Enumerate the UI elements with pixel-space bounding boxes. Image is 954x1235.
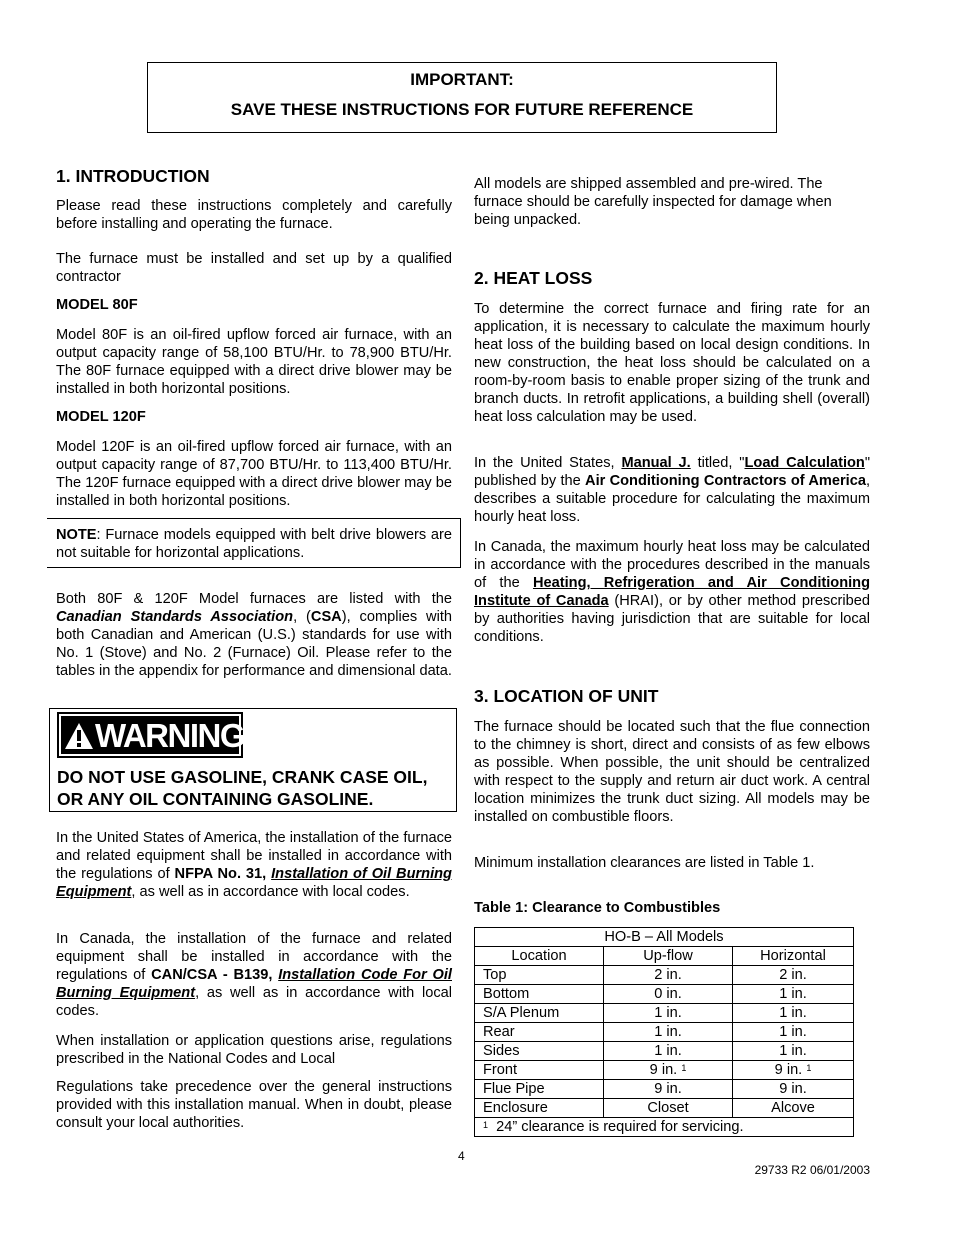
ca-text-b: , as well as in accordance with local codes. [56, 985, 452, 1019]
warning-label-text: WARNING [95, 717, 244, 754]
csa-abbreviation: CSA [310, 609, 342, 625]
cell-location: Front [475, 1061, 604, 1080]
header-location: Location [475, 947, 604, 966]
cell-horizontal: 1 in. [733, 985, 854, 1004]
cell-upflow: 2 in. [604, 966, 733, 985]
page-number: 4 [458, 1149, 465, 1163]
important-notice-box [147, 62, 777, 133]
cell-location: Flue Pipe [475, 1080, 604, 1099]
csa-text-c: ), complies with both Canadian and American (U.S.) standards for use with No. 1 (Stove) and No. 2 (Furnace) Oil. Please refer to the tables in the appendix for performance and dimensional data. [56, 609, 452, 679]
shipping-paragraph: All models are shipped assembled and pre-wired. The furnace should be carefully inspected for damage when being unpacked. [474, 176, 832, 228]
csa-text-a: Both 80F & 120F Model furnaces are listed with the [56, 591, 452, 607]
warning-box [49, 708, 457, 812]
cell-upflow-value: 9 in. [649, 1062, 678, 1078]
footnote-marker: 1 [681, 1063, 687, 1073]
note-body: : Furnace models equipped with belt drive blowers are not suitable for horizontal applications. [56, 527, 452, 561]
cell-horizontal: 9 in. [733, 1080, 854, 1099]
cell-horizontal: 1 in. [733, 1004, 854, 1023]
manual-j-text-c: " published by the [474, 455, 871, 489]
csa-organization: Canadian Standards Association [56, 609, 294, 625]
cell-horizontal: Alcove [733, 1099, 854, 1118]
location-paragraph-2: Minimum installation clearances are listed in Table 1. [474, 855, 815, 871]
us-text-b: , as well as in accordance with local codes. [131, 884, 410, 900]
cell-location: Enclosure [475, 1099, 604, 1118]
clearance-table [474, 927, 854, 1137]
intro-paragraph-2: The furnace must be installed and set up by a qualified contractor [56, 251, 452, 285]
header-upflow: Up-flow [604, 947, 733, 966]
introduction-heading: 1. INTRODUCTION [56, 166, 210, 186]
save-instructions-label: SAVE THESE INSTRUCTIONS FOR FUTURE REFERENCE [230, 100, 694, 119]
table-row [475, 1004, 854, 1023]
heat-loss-paragraph-1: To determine the correct furnace and firing rate for an application, it is necessary to calculate the maximum hourly heat loss of the building based on local design conditions. In new construction, the heat loss should be calculated on a room-by-room basis to enable proper sizing of the trunk and branch ducts. In retrofit applications, a building shell (overall) heat loss calculation may be used. [474, 301, 870, 425]
manual-j-text-a: In the United States, [474, 455, 622, 471]
load-calculation-reference: Load Calculation [744, 455, 865, 471]
cell-location: Top [475, 966, 604, 985]
model-120f-description: Model 120F is an oil-fired upflow forced air furnace, with an output capacity range of 87,700 BTU/Hr. to 113,400 BTU/Hr. The 120F furnace equipped with a direct drive blower may be installed in both horizontal positions. [56, 439, 452, 509]
table-footnote [475, 1118, 854, 1137]
csa-b139-code: CAN/CSA - B139, [151, 967, 273, 983]
warning-label [57, 712, 243, 758]
model-80f-heading: MODEL 80F [56, 297, 138, 313]
ca-text-a: In Canada, the installation of the furnace and related equipment shall be installed in accordance with the regulations of [56, 931, 452, 983]
heat-loss-heading: 2. HEAT LOSS [474, 268, 593, 288]
model-120f-heading: MODEL 120F [56, 409, 146, 425]
header-horizontal: Horizontal [733, 947, 854, 966]
table-row [475, 1042, 854, 1061]
manual-j-text-b: titled, " [690, 455, 745, 471]
cell-location: S/A Plenum [475, 1004, 604, 1023]
intro-paragraph-1: Please read these instructions completely and carefully before installing and operating the furnace. [56, 198, 452, 232]
hrai-organization: Heating, Refrigeration and Air Conditioning Institute of Canada [474, 575, 870, 609]
document-id: 29733 R2 06/01/2003 [754, 1163, 870, 1177]
note-label: NOTE [56, 527, 97, 543]
warning-triangle-icon [64, 722, 94, 750]
cell-upflow: 9 in. [604, 1080, 733, 1099]
us-text-a: In the United States of America, the installation of the furnace and related equipment shall be installed in accordance with the regulations of [56, 830, 452, 882]
warning-message: DO NOT USE GASOLINE, CRANK CASE OIL, OR ANY OIL CONTAINING GASOLINE. [57, 767, 428, 809]
hrai-text-b: (HRAI), or by other method prescribed by authorities having jurisdiction that are suitable for local conditions. [474, 593, 870, 645]
table-footnote-row [475, 1118, 854, 1137]
csa-b139-title: Installation Code For Oil Burning Equipment [56, 967, 452, 1001]
hrai-text-a: In Canada, the maximum hourly heat loss may be calculated in accordance with the procedures described in the manuals of the [474, 539, 870, 591]
table-row [475, 966, 854, 985]
location-paragraph-1: The furnace should be located such that the flue connection to the chimney is short, direct and consists of as few elbows as possible. When possible, the unit should be centralized with respect to the supply and return air duct work. A central location minimizes the trunk duct sizing. All models may be installed on combustible floors. [474, 719, 870, 825]
table-title-row [475, 928, 854, 947]
cell-location: Sides [475, 1042, 604, 1061]
manual-j-reference: Manual J. [621, 455, 691, 471]
cell-location: Bottom [475, 985, 604, 1004]
csa-text-b: , ( [293, 609, 311, 625]
cell-upflow: 1 in. [604, 1023, 733, 1042]
footnote-text: 24” clearance is required for servicing. [496, 1119, 744, 1135]
table-row [475, 1099, 854, 1118]
cell-upflow [604, 1061, 733, 1080]
us-installation-paragraph [56, 829, 452, 901]
cell-horizontal: 2 in. [733, 966, 854, 985]
canada-installation-paragraph [56, 930, 452, 1020]
note-text [56, 526, 452, 562]
nfpa-code: NFPA No. 31, [174, 866, 267, 882]
cell-upflow: Closet [604, 1099, 733, 1118]
footnote-marker: 1 [806, 1063, 812, 1073]
important-label: IMPORTANT: [410, 70, 514, 89]
cell-upflow: 1 in. [604, 1042, 733, 1061]
heat-loss-paragraph-2 [474, 454, 870, 526]
model-80f-description: Model 80F is an oil-fired upflow forced air furnace, with an output capacity range of 58,100 BTU/Hr. to 78,900 BTU/Hr. The 80F furnace equipped with a direct drive blower may be installed in both horizontal positions. [56, 327, 452, 397]
cell-horizontal: 1 in. [733, 1042, 854, 1061]
heat-loss-paragraph-3 [474, 538, 870, 646]
table-header-row [475, 947, 854, 966]
questions-paragraph: When installation or application questions arise, regulations prescribed in the National Codes and Local [56, 1033, 452, 1067]
manual-j-text-d: , describes a suitable procedure for calculating the maximum hourly heat loss. [474, 473, 870, 525]
table-row [475, 985, 854, 1004]
location-of-unit-heading: 3. LOCATION OF UNIT [474, 686, 659, 706]
table-row [475, 1061, 854, 1080]
table-title: HO-B – All Models [475, 928, 854, 947]
cell-horizontal-value: 9 in. [774, 1062, 803, 1078]
cell-horizontal: 1 in. [733, 1023, 854, 1042]
nfpa-title: Installation of Oil Burning Equipment [56, 866, 452, 900]
cell-upflow: 1 in. [604, 1004, 733, 1023]
table-row [475, 1023, 854, 1042]
table-caption: Table 1: Clearance to Combustibles [474, 900, 721, 916]
table-row [475, 1080, 854, 1099]
footnote-marker: 1 [483, 1120, 489, 1130]
cell-horizontal [733, 1061, 854, 1080]
note-box [47, 518, 461, 568]
csa-listing-paragraph [56, 590, 452, 680]
cell-location: Rear [475, 1023, 604, 1042]
cell-upflow: 0 in. [604, 985, 733, 1004]
acca-organization: Air Conditioning Contractors of America [585, 473, 866, 489]
regulations-paragraph: Regulations take precedence over the general instructions provided with this installation manual. When in doubt, please consult your local authorities. [56, 1079, 452, 1131]
